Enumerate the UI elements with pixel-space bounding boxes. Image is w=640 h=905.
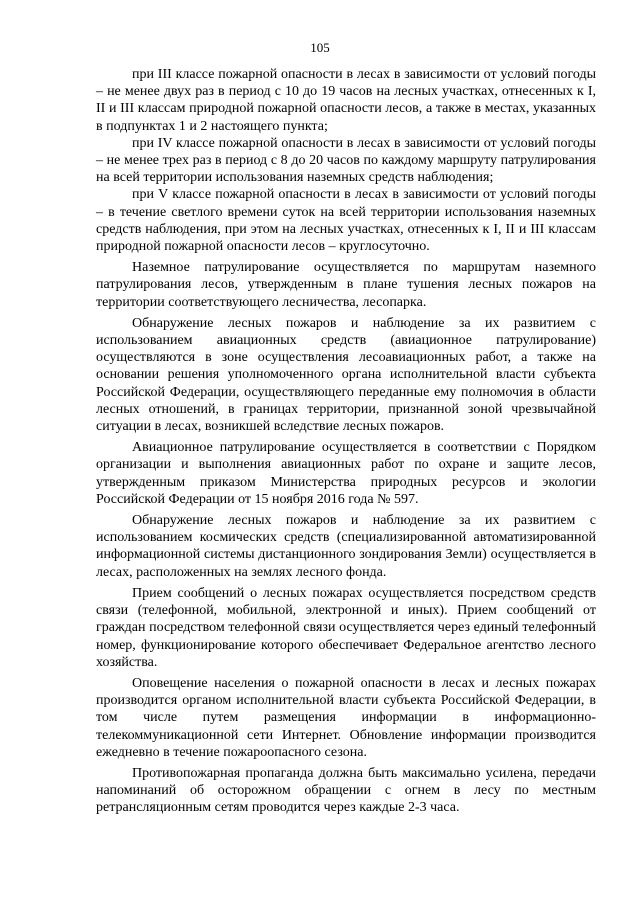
paragraph-class-3: при III классе пожарной опасности в лесах в зависимости от условий погоды – не менее двух раз в период с 10 до 19 часов на лесных участках, отнесенных к I, II и III классам природной пожарной опасности лесов, а также в местах, указанных в подпунктах 1 и 2 настоящего пункта; <box>96 67 596 134</box>
paragraph-aviation-patrol: Авиационное патрулирование осуществляется в соответствии с Порядком организации и выполнения авиационных работ по охране и защите лесов, утвержденным приказом Министерства природных ресурсов и экологии Российской Федерации от 15 ноября 2016 года № 597. <box>96 440 596 507</box>
paragraph-ground-patrol: Наземное патрулирование осуществляется по маршрутам наземного патрулирования лесов, утвержденным в плане тушения лесных пожаров на территории соответствующего лесничества, лесопарка. <box>96 260 596 310</box>
paragraph-propaganda: Противопожарная пропаганда должна быть максимально усилена, передачи напоминаний об осторожном обращении с огнем в лесу по местным ретрансляционным сетям проводится через каждые 2-3 часа. <box>96 765 596 816</box>
paragraph-aviation-detection: Обнаружение лесных пожаров и наблюдение за их развитием с использованием авиационных средств (авиационное патрулирование) осуществляются в зоне осуществления лесоавиационных работ, а также на основании решения уполномоченного органа исполнительной власти субъекта Российской Федерации, осуществляющего переданные ему полномочия в области лесных отношений, в границах территории, признанной зоной чрезвычайной ситуации в лесах, возникшей вследствие лесных пожаров. <box>96 315 596 435</box>
paragraph-class-4: при IV классе пожарной опасности в лесах в зависимости от условий погоды – не менее трех раз в период с 8 до 20 часов по каждому маршруту патрулирования на всей территории использования наземных средств наблюдения; <box>96 135 596 186</box>
paragraph-public-alert: Оповещение населения о пожарной опасности в лесах и лесных пожарах производится органом исполнительной власти субъекта Российской Федерации, в том числе путем размещения информации в информационно-телекоммуникационной сети Интернет. Обновление информации производится ежедневно в течение пожароопасного сезона. <box>96 675 596 760</box>
paragraph-space-detection: Обнаружение лесных пожаров и наблюдение за их развитием с использованием космических средств (специализированной автоматизированной информационной системы дистанционного зондирования Земли) осуществляется в лесах, расположенных на землях лесного фонда. <box>96 513 596 580</box>
paragraph-class-5: при V классе пожарной опасности в лесах в зависимости от условий погоды – в течение светлого времени суток на всей территории использования наземных средств наблюдения, при этом на лесных участках, отнесенных к I, II и III классам природной пожарной опасности лесов – круглосуточно. <box>96 187 596 255</box>
page-number: 105 <box>310 40 330 55</box>
paragraph-fire-reports: Прием сообщений о лесных пожарах осуществляется посредством средств связи (телефонной, мобильной, электронной и иных). Прием сообщений от граждан посредством телефонной связи осуществляется через единый телефонный номер, функционирование которого обеспечивает Федеральное агентство лесного хозяйства. <box>96 585 596 670</box>
document-body <box>96 66 596 817</box>
